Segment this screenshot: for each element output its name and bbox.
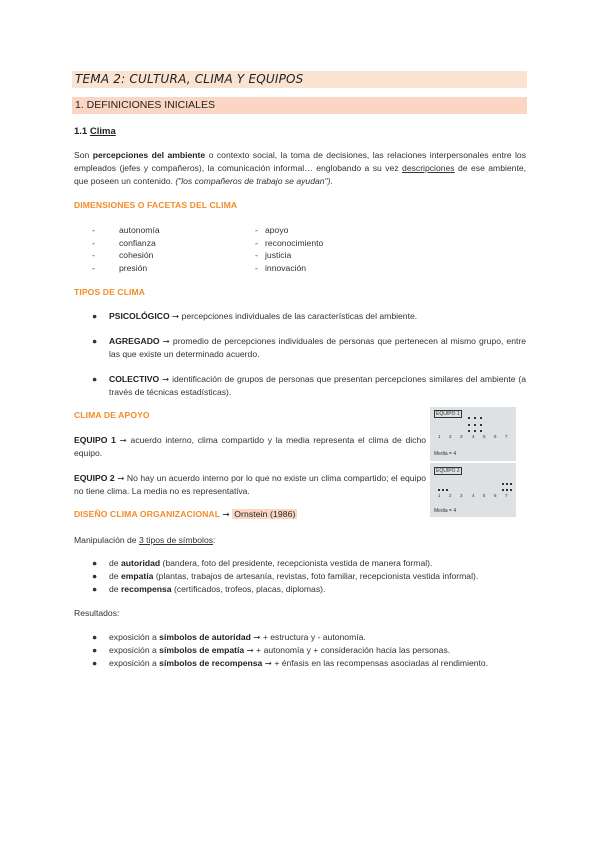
data-point xyxy=(502,489,504,491)
tick-label: 1 xyxy=(438,434,441,439)
data-point xyxy=(480,424,482,426)
list-item: - justicia xyxy=(255,250,292,260)
subsection-number: 1.1 xyxy=(74,126,88,137)
data-point xyxy=(510,489,512,491)
data-point xyxy=(480,430,482,432)
chart-title: EQUIPO 1 xyxy=(436,411,460,417)
section-heading: 1. DEFINICIONES INICIALES xyxy=(75,99,216,111)
tick-label: 2 xyxy=(449,434,452,439)
equipo2-chart xyxy=(430,463,516,517)
results-label: Resultados: xyxy=(74,608,120,618)
tick-label: 5 xyxy=(483,493,486,498)
chart-footnote: Media = 4 xyxy=(434,508,457,514)
document-title: TEMA 2: CULTURA, CLIMA Y EQUIPOS xyxy=(75,72,304,86)
title-banner xyxy=(72,71,527,88)
list-item: ● exposición a símbolos de autoridad ➞ + estructura y - autonomía. xyxy=(92,632,366,642)
intro-paragraph xyxy=(74,149,526,188)
manipulacion-line: Manipulación de 3 tipos de símbolos: xyxy=(74,535,216,545)
list-item: - confianza xyxy=(92,237,156,248)
list-item: ● de empatía (plantas, trabajos de artesanía, revistas, foto familiar, recepcionista vestida informal). xyxy=(92,571,479,581)
tick-label: 7 xyxy=(505,434,508,439)
data-point xyxy=(446,489,448,491)
equipo2-paragraph: EQUIPO 2 ➞ No hay un acuerdo interno por lo que no existe un clima compartido; el equipo no tiene clima. La media no es representativa. xyxy=(74,473,427,496)
section-heading-banner xyxy=(72,97,527,114)
data-point xyxy=(510,483,512,485)
tick-label: 4 xyxy=(472,434,475,439)
diseno-heading: DISEÑO CLIMA ORGANIZACIONAL ➞ Ornstein (1986) xyxy=(74,509,296,519)
intro-text: Son xyxy=(74,150,93,160)
tick-label: 7 xyxy=(505,493,508,498)
data-point xyxy=(474,424,476,426)
dimensions-left-list xyxy=(92,224,232,274)
list-item: - cohesión xyxy=(92,250,154,260)
tick-label: 1 xyxy=(438,493,441,498)
list-item: - innovación xyxy=(255,262,307,273)
data-point xyxy=(502,483,504,485)
subsection-heading xyxy=(74,126,116,137)
data-point xyxy=(480,417,482,419)
intro-bold: percepciones del ambiente xyxy=(92,150,206,160)
chart-footnote: Media = 4 xyxy=(434,451,457,457)
list-item: ● COLECTIVO ➞ identificación de grupos de personas que presentan percepciones similares del ambiente (a través de técnicas estadísticas). xyxy=(92,374,527,397)
tick-label: 6 xyxy=(494,434,497,439)
intro-underline: descripciones xyxy=(402,163,455,173)
tick-label: 2 xyxy=(449,493,452,498)
intro-text: de ese ambiente, que poseen un contenido. xyxy=(74,163,527,186)
dimensions-heading: DIMENSIONES O FACETAS DEL CLIMA xyxy=(74,200,238,210)
tick-label: 5 xyxy=(483,434,486,439)
list-item: - apoyo xyxy=(255,225,289,235)
tick-label: 3 xyxy=(460,493,463,498)
list-item: ● exposición a símbolos de empatía ➞ + autonomía y + consideración hacia las personas. xyxy=(92,645,451,655)
data-point xyxy=(506,483,508,485)
list-item: ● de autoridad (bandera, foto del presidente, recepcionista vestida de manera formal). xyxy=(92,558,433,568)
tipos-heading: TIPOS DE CLIMA xyxy=(74,287,146,297)
data-point xyxy=(468,430,470,432)
data-point xyxy=(438,489,440,491)
tick-label: 3 xyxy=(460,434,463,439)
data-point xyxy=(468,424,470,426)
list-item: ● exposición a símbolos de recompensa ➞ + énfasis en las recompensas asociadas al rendimiento. xyxy=(92,658,489,668)
data-point xyxy=(506,489,508,491)
list-item: ● AGREGADO ➞ promedio de percepciones individuales de personas que pertenecen al mismo grupo, entre las que existe un determinado acuerdo. xyxy=(92,336,526,359)
data-point xyxy=(474,417,476,419)
data-point xyxy=(474,430,476,432)
intro-italic: ("los compañeros de trabajo se ayudan"). xyxy=(175,176,333,186)
apoyo-heading: CLIMA DE APOYO xyxy=(74,410,150,420)
list-item: - autonomía xyxy=(92,225,160,235)
equipo1-chart xyxy=(430,407,516,461)
list-item: - presión xyxy=(92,262,148,273)
list-item: ● PSICOLÓGICO ➞ percepciones individuales de las características del ambiente. xyxy=(92,311,418,321)
subsection-title: Clima xyxy=(89,126,116,137)
intro-text: o contexto social, la toma de decisiones, las relaciones interpersonales entre los empleados (jefes y compañeros), la comunicación informal… englobando a su vez xyxy=(74,150,527,173)
equipo1-paragraph: EQUIPO 1 ➞ acuerdo interno, clima compartido y la media representa el clima de dicho equipo. xyxy=(74,435,426,458)
dimensions-right-list xyxy=(255,224,395,274)
reference-highlight: Ornstein (1986) xyxy=(234,509,296,519)
data-point xyxy=(468,417,470,419)
list-item: - reconocimiento xyxy=(255,237,324,248)
tick-label: 4 xyxy=(472,493,475,498)
tick-label: 6 xyxy=(494,493,497,498)
data-point xyxy=(442,489,444,491)
list-item: ● de recompensa (certificados, trofeos, placas, diplomas). xyxy=(92,584,326,594)
chart-title: EQUIPO 2 xyxy=(436,468,460,474)
